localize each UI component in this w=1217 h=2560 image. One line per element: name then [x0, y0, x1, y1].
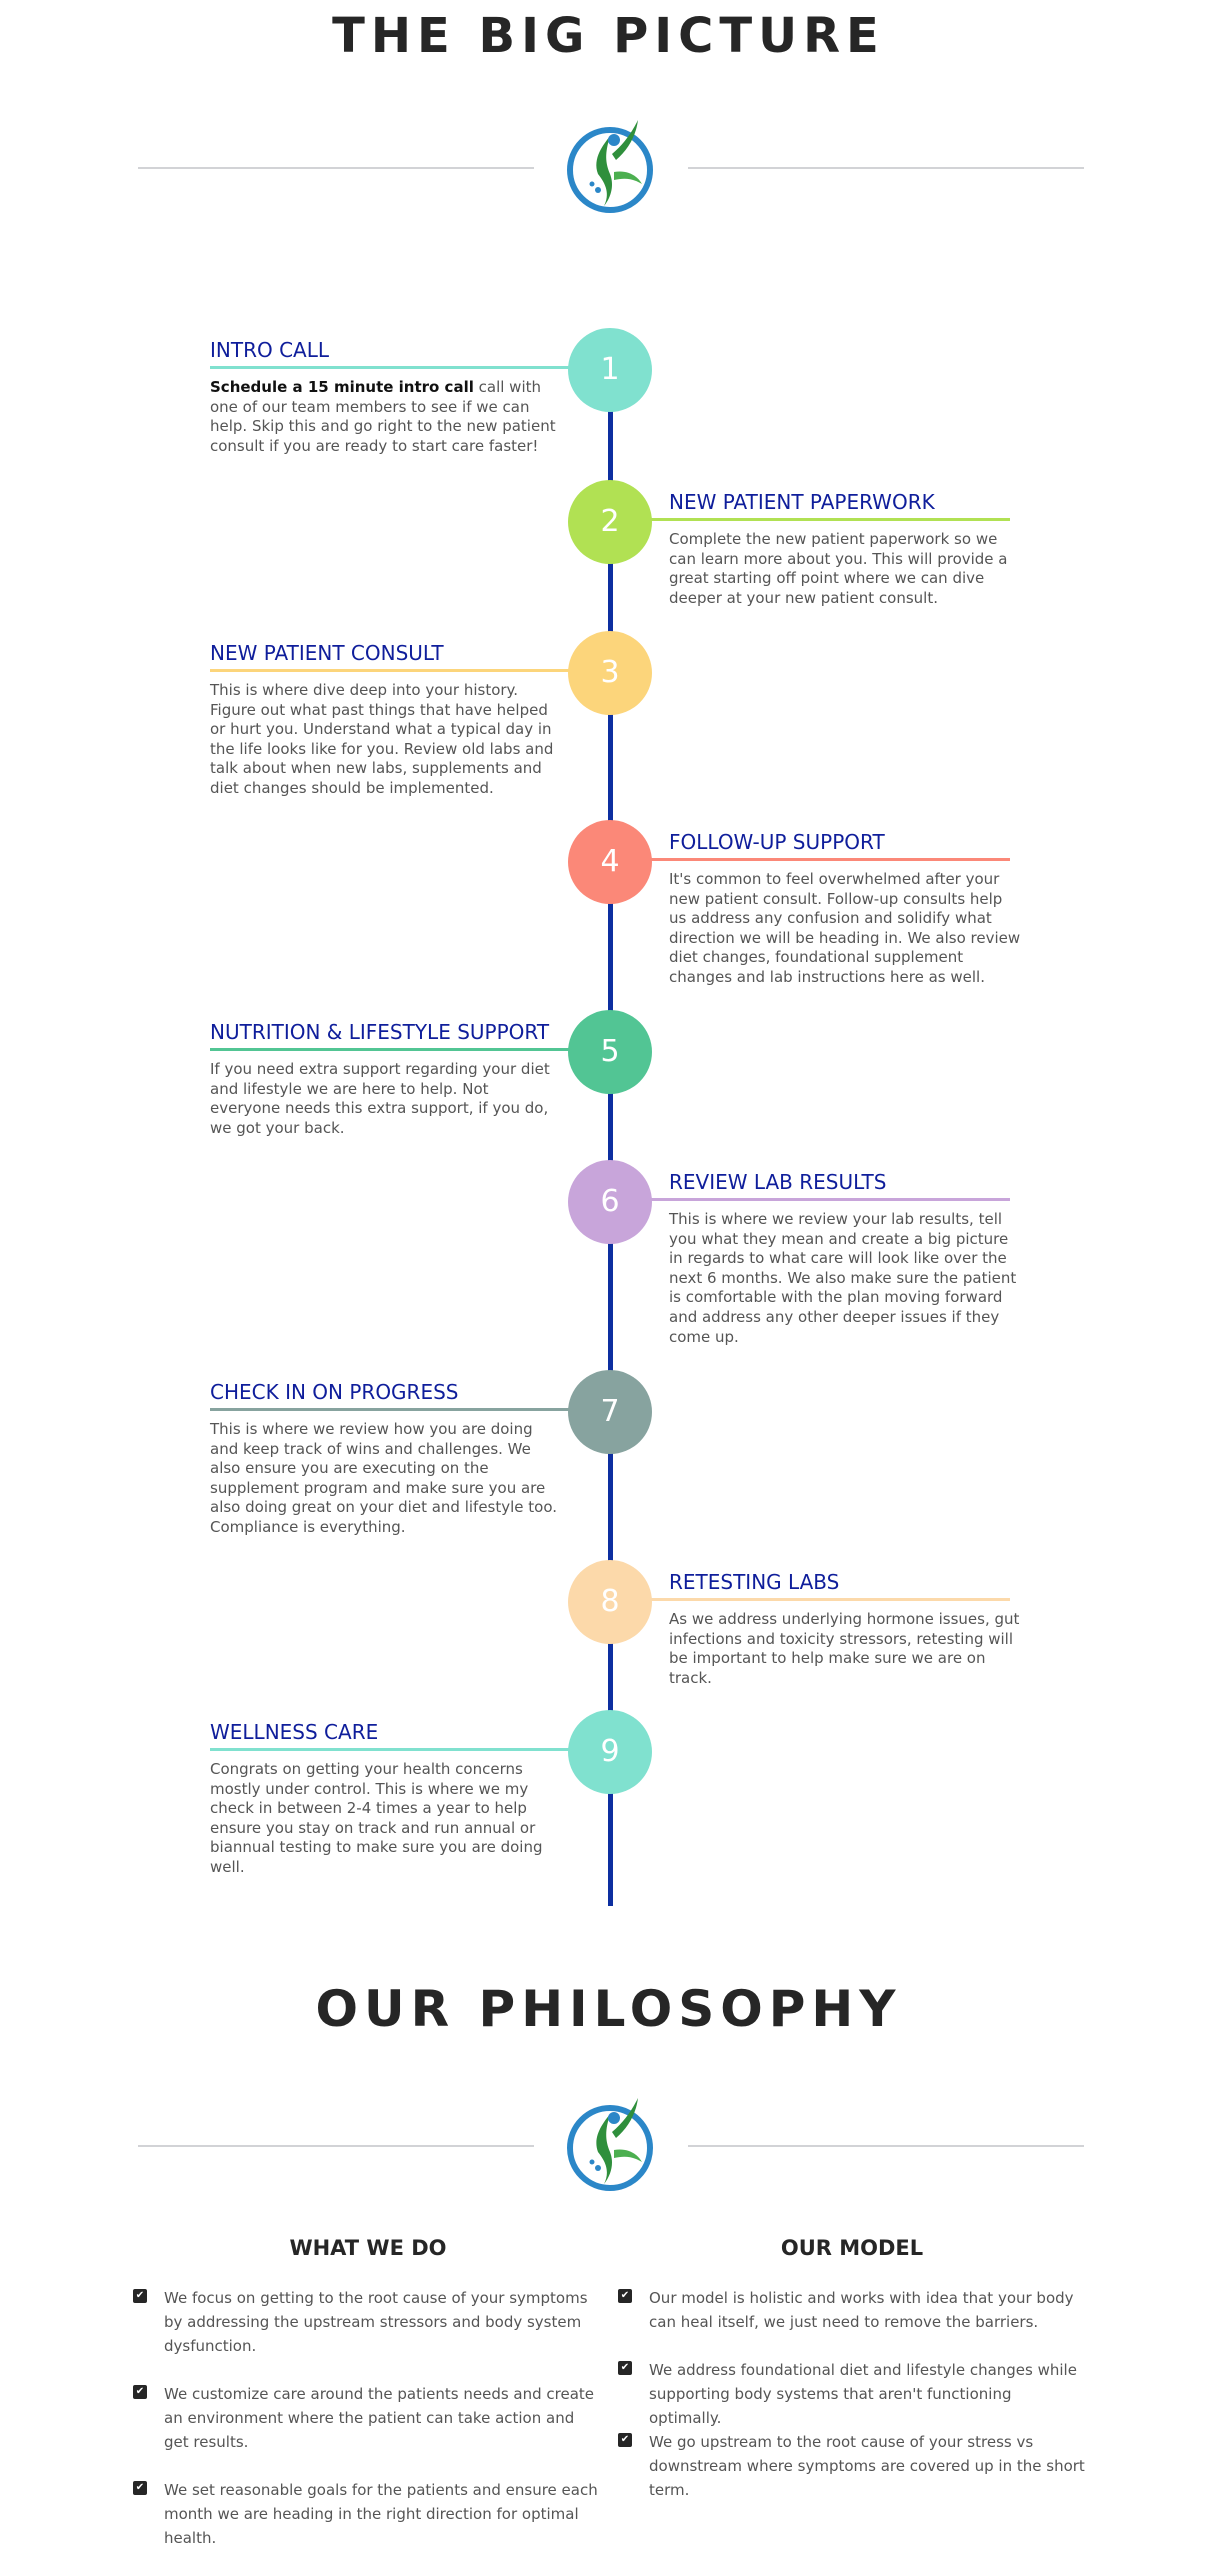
checkbox-icon: ✔ [133, 2289, 147, 2303]
our-model-title: OUR MODEL [780, 2236, 924, 2260]
checklist-item-text: Our model is holistic and works with idea that your body can heal itself, we just need to remove the barriers. [649, 2289, 1074, 2331]
divider-left [138, 167, 534, 169]
step-description: This is where dive deep into your history. Figure out what past things that have helped or hurt you. Understand what a typical day in the life looks like for you. Review old labs and talk about when new labs, supplements and diet changes should be implemented. [210, 681, 554, 797]
step-circle-8: 8 [568, 1560, 652, 1644]
checkbox-icon: ✔ [618, 2361, 632, 2375]
step-title: INTRO CALL [210, 338, 330, 362]
step-description: As we address underlying hormone issues, gut infections and toxicity stressors, retesting will be important to help make sure we are on track. [669, 1610, 1020, 1687]
step-circle-2: 2 [568, 480, 652, 564]
philosophy-title: OUR PHILOSOPHY [315, 1980, 902, 2038]
checklist-item [133, 2382, 603, 2454]
step-title: FOLLOW-UP SUPPORT [669, 830, 885, 854]
wellness-figure-icon [562, 2092, 658, 2196]
step-title: WELLNESS CARE [210, 1720, 379, 1744]
what-we-do-title: WHAT WE DO [289, 2236, 447, 2260]
checkbox-icon: ✔ [618, 2433, 632, 2447]
step-circle-5: 5 [568, 1010, 652, 1094]
checkbox-icon: ✔ [133, 2385, 147, 2399]
checkbox-icon: ✔ [618, 2289, 632, 2303]
step-description: This is where we review your lab results, tell you what they mean and create a big picture in regards to what care will look like over the next 6 months. We also make sure the patient is comfortable with the plan moving forward and address any other deeper issues if they come up. [669, 1210, 1017, 1346]
divider-right [688, 167, 1084, 169]
step-circle-7: 7 [568, 1370, 652, 1454]
step-circle-4: 4 [568, 820, 652, 904]
wellness-figure-icon [562, 114, 658, 218]
step-circle-9: 9 [568, 1710, 652, 1794]
timeline-spine [608, 370, 613, 1906]
divider-left [138, 2145, 534, 2147]
step-title: NUTRITION & LIFESTYLE SUPPORT [210, 1020, 550, 1044]
divider-right [688, 2145, 1084, 2147]
step-circle-6: 6 [568, 1160, 652, 1244]
checklist-item [133, 2478, 603, 2550]
step-connector-line [210, 669, 610, 672]
checklist-item [618, 2286, 1088, 2334]
step-description: This is where we review how you are doing and keep track of wins and challenges. We also ensure you are executing on the supplement program and make sure you are also doing great on your diet and lifestyle too. Compliance is everything. [210, 1420, 558, 1536]
step-connector-line [610, 858, 1010, 861]
step-description: Complete the new patient paperwork so we can learn more about you. This will provide a great starting off point where we can dive deeper at your new patient consult. [669, 530, 1008, 607]
step-connector-line [610, 1598, 1010, 1601]
step-title: NEW PATIENT CONSULT [210, 641, 444, 665]
step-connector-line [210, 1748, 610, 1751]
step-connector-line [210, 366, 610, 369]
checklist-item [618, 2358, 1088, 2430]
step-description [210, 378, 562, 456]
checklist-item-text: We address foundational diet and lifestyle changes while supporting body systems that aren't functioning optimally. [649, 2361, 1077, 2427]
step-circle-3: 3 [568, 631, 652, 715]
checklist-item-text: We go upstream to the root cause of your stress vs downstream where symptoms are covered up in the short term. [649, 2433, 1085, 2499]
checkbox-icon: ✔ [133, 2481, 147, 2495]
checklist-item-text: We set reasonable goals for the patients and ensure each month we are heading in the right direction for optimal health. [164, 2481, 598, 2547]
step-connector-line [210, 1408, 610, 1411]
step-description-rest: call with one of our team members to see if we can help. Skip this and go right to the new patient consult if you are ready to start care faster! [210, 378, 556, 455]
step-description-bold: Schedule a 15 minute intro call [210, 378, 474, 396]
checklist-item [133, 2286, 603, 2358]
step-circle-1: 1 [568, 328, 652, 412]
checklist-item-text: We focus on getting to the root cause of your symptoms by addressing the upstream stressors and body system dysfunction. [164, 2289, 588, 2355]
step-connector-line [610, 518, 1010, 521]
checklist-item [618, 2430, 1088, 2502]
step-connector-line [610, 1198, 1010, 1201]
checklist-item-text: We customize care around the patients needs and create an environment where the patient can take action and get results. [164, 2385, 595, 2451]
big-picture-title: THE BIG PICTURE [332, 8, 885, 64]
step-title: NEW PATIENT PAPERWORK [669, 490, 935, 514]
step-description: If you need extra support regarding your diet and lifestyle we are here to help. Not everyone needs this extra support, if you do, we got your back. [210, 1060, 550, 1137]
step-title: RETESTING LABS [669, 1570, 840, 1594]
step-description: It's common to feel overwhelmed after your new patient consult. Follow-up consults help us address any confusion and solidify what direction we will be heading in. We also review diet changes, foundational supplement changes and lab instructions here as well. [669, 870, 1021, 986]
step-connector-line [210, 1048, 610, 1051]
step-title: REVIEW LAB RESULTS [669, 1170, 887, 1194]
step-description: Congrats on getting your health concerns mostly under control. This is where we my check in between 2-4 times a year to help ensure you stay on track and run annual or biannual testing to make sure you are doing well. [210, 1760, 543, 1876]
step-title: CHECK IN ON PROGRESS [210, 1380, 459, 1404]
